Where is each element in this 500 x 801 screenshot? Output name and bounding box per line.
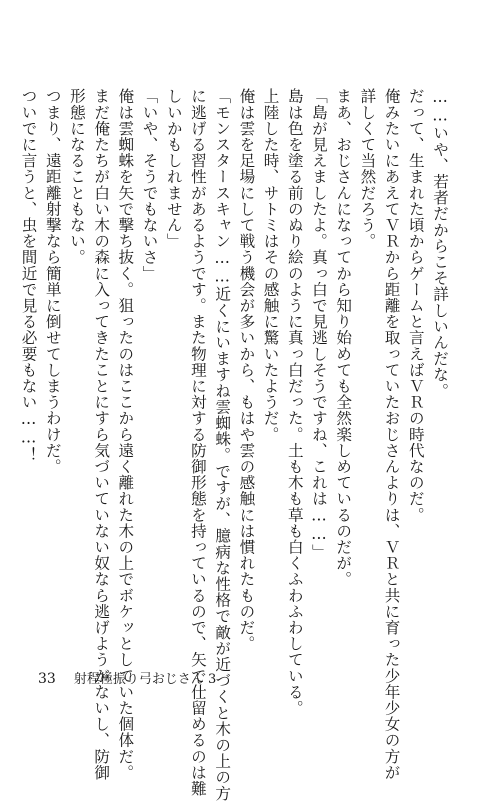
page-footer (38, 668, 216, 687)
text-line: に逃げる習性があるようです。また物理に対する防御形態を持っているので、矢で仕留めるのは難 (188, 88, 207, 797)
text-line: だって、生まれた頃からゲームと言えばＶＲの時代なのだ。 (406, 88, 425, 523)
text-line: まだ俺たちが白い木の森に入ってきたことにすら気づいていない奴なら逃げようがないし、防御 (92, 88, 111, 781)
text-line: 俺みたいにあえてＶＲから距離を取っていたおじさんよりは、ＶＲと共に育った少年少女の方が (382, 88, 401, 781)
text-line: 「島が見えましたよ。真っ白で見逃しそうですね、これは……」 (309, 88, 328, 560)
page-number: 33 (38, 671, 56, 687)
text-line: しいかもしれません」 (164, 88, 183, 249)
text-line: 「いや、そうでもないさ」 (140, 88, 159, 282)
text-line: 詳しくて当然だろう。 (358, 88, 377, 249)
text-line: ついでに言うと、虫を間近で見る必要もない……！ (19, 88, 38, 464)
text-line: 「モンスタースキャン……近くにいますね雲蜘蛛。ですが、臆病な性格で敵が近づくと木の上の方 (213, 88, 232, 801)
text-line: 上陸した時、サトミはその感触に驚いたようだ。 (261, 88, 280, 443)
text-line: 俺は雲蜘蛛を矢で撃ち抜く。狙ったのはここから遠く離れた木の上でボケッとしていた個体だ。 (116, 88, 135, 781)
text-line: 島は色を塗る前のぬり絵のように真っ白だった。土も木も草も白くふわふわしている。 (285, 88, 304, 716)
text-line: まあ、おじさんになってから知り始めても全然楽しめているのだが。 (334, 88, 353, 588)
text-line: つまり、遠距離射撃なら簡単に倒せてしまうわけだ。 (43, 88, 62, 475)
text-line: ……いや、若者だからこそ詳しいんだな。 (431, 88, 449, 399)
book-title: 射程極振り弓おじさん 3 (73, 672, 217, 687)
text-line: 形態になることもない。 (67, 88, 86, 266)
text-line: 俺は雲を足場にして戦う機会が多いから、もはや雲の感触には慣れたものだ。 (237, 88, 256, 652)
